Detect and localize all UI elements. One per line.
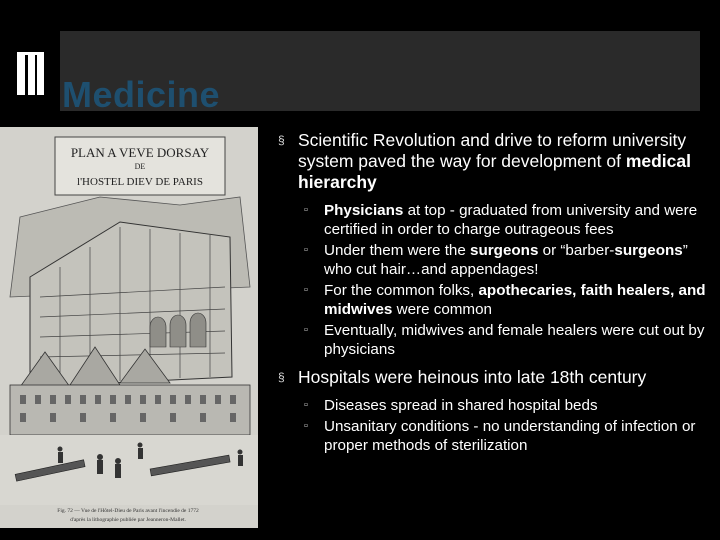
sub-bullet-common-folks: ▫ For the common folks, apothecaries, faith healers, and midwives were common (304, 282, 706, 318)
engraving-heading-3: l'HOSTEL DIEV DE PARIS (77, 176, 203, 188)
sub-bullet-marker-icon: ▫ (304, 204, 308, 216)
engraving-caption-2: d'après la lithographie publiée par Jeanneron-Mallet. (70, 517, 186, 523)
sub-bullet-marker-icon: ▫ (304, 284, 308, 296)
engraving-caption-1: Fig. 72 — Vue de l'Hôtel-Dieu de Paris avant l'incendie de 1772 (57, 508, 199, 514)
bullet-marker-icon: § (278, 133, 285, 147)
decor-bar-4 (17, 52, 44, 55)
sub-bullet-marker-icon: ▫ (304, 420, 308, 432)
bullet-marker-icon: § (278, 370, 285, 384)
hotel-dieu-engraving (0, 127, 258, 528)
engraving-heading-1: PLAN A VEVE DORSAY (70, 145, 210, 160)
sub-bullet-physicians: ▫ Physicians at top - graduated from university and were certified in order to charge outrageous fees (304, 202, 698, 238)
sub-bullet-marker-icon: ▫ (304, 324, 308, 336)
decor-bar-3 (37, 55, 44, 95)
bullet-scientific-revolution: § Scientific Revolution and drive to reform university system paved the way for development of medical hierarchy (278, 130, 691, 192)
bullet-list (278, 130, 714, 457)
sub-bullet-surgeons: ▫ Under them were the surgeons or “barber-surgeons” who cut hair…and appendages! (304, 242, 688, 278)
sub-bullet-marker-icon: ▫ (304, 399, 308, 411)
bullet-hospitals: § Hospitals were heinous into late 18th century (278, 367, 647, 387)
sub-bullet-marker-icon: ▫ (304, 244, 308, 256)
decor-bar-2 (28, 55, 35, 95)
sub-bullet-unsanitary: ▫ Unsanitary conditions - no understanding of infection or proper methods of sterilization (304, 418, 696, 454)
sub-bullet-diseases: ▫ Diseases spread in shared hospital beds (304, 397, 598, 414)
decor-bar-1 (17, 55, 25, 95)
sub-bullet-female-healers: ▫ Eventually, midwives and female healers were cut out by physicians (304, 322, 705, 358)
slide-title: Medicine (62, 74, 221, 115)
engraving-heading-2: DE (134, 162, 146, 171)
